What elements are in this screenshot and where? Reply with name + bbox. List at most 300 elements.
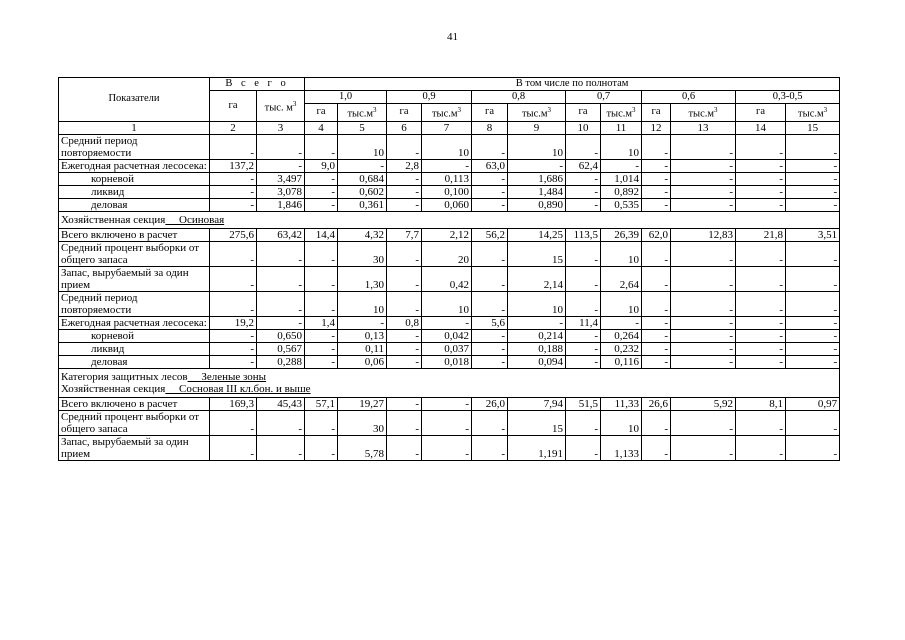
table-cell: 3,497 — [257, 172, 305, 185]
table-cell: - — [387, 266, 422, 291]
row-label: ликвид — [59, 185, 210, 198]
row-label: Запас, вырубаемый за один прием — [59, 266, 210, 291]
table-cell: - — [387, 355, 422, 368]
table-cell: - — [566, 410, 601, 435]
table-cell: - — [257, 316, 305, 329]
section-heading — [59, 368, 840, 397]
row-label: Ежегодная расчетная лесосека: — [59, 316, 210, 329]
table-cell: - — [422, 316, 472, 329]
table-cell: 5,92 — [671, 397, 736, 410]
table-cell: - — [387, 329, 422, 342]
table-cell: 0,100 — [422, 185, 472, 198]
table-cell: 169,3 — [210, 397, 257, 410]
table-cell: - — [210, 342, 257, 355]
table-cell: - — [210, 241, 257, 266]
section-line — [61, 214, 837, 226]
table-cell: - — [786, 355, 840, 368]
table-cell: - — [422, 159, 472, 172]
column-number: 7 — [422, 121, 472, 134]
table-cell: - — [566, 435, 601, 460]
column-number: 11 — [601, 121, 642, 134]
table-cell: - — [642, 291, 671, 316]
column-number: 3 — [257, 121, 305, 134]
table-cell: - — [671, 185, 736, 198]
table-cell: - — [210, 172, 257, 185]
table-row — [59, 355, 840, 368]
column-number: 12 — [642, 121, 671, 134]
table-cell: - — [671, 159, 736, 172]
table-cell: 0,264 — [601, 329, 642, 342]
table-cell: - — [736, 185, 786, 198]
header-density: 0,6 — [642, 91, 736, 104]
header-total-volume: тыс. $м^3$ — [257, 91, 305, 122]
table-row — [59, 185, 840, 198]
column-number: 1 — [59, 121, 210, 134]
header-unit-ha: га — [387, 104, 422, 122]
table-cell: - — [210, 185, 257, 198]
table-cell: - — [387, 342, 422, 355]
table-cell: - — [671, 241, 736, 266]
column-number: 6 — [387, 121, 422, 134]
table-cell: - — [305, 198, 338, 211]
table-cell: - — [786, 172, 840, 185]
column-number: 9 — [508, 121, 566, 134]
table-cell: 19,27 — [338, 397, 387, 410]
table-cell: - — [472, 241, 508, 266]
table-cell: 20 — [422, 241, 472, 266]
table-cell: - — [642, 266, 671, 291]
table-cell: - — [508, 316, 566, 329]
table-cell: 26,39 — [601, 228, 642, 241]
table-cell: 3,51 — [786, 228, 840, 241]
column-number: 5 — [338, 121, 387, 134]
row-label: деловая — [59, 198, 210, 211]
table-cell: - — [387, 410, 422, 435]
table-cell: - — [387, 198, 422, 211]
table-cell: - — [422, 397, 472, 410]
table-cell: - — [671, 198, 736, 211]
table-cell: - — [387, 241, 422, 266]
table-row — [59, 291, 840, 316]
table-row — [59, 316, 840, 329]
table-cell: - — [671, 316, 736, 329]
table-cell: - — [472, 134, 508, 159]
table-cell: - — [566, 329, 601, 342]
row-label: корневой — [59, 329, 210, 342]
table-cell: 10 — [601, 410, 642, 435]
column-number: 2 — [210, 121, 257, 134]
row-label: Ежегодная расчетная лесосека: — [59, 159, 210, 172]
table-cell: - — [736, 435, 786, 460]
table-cell: 0,214 — [508, 329, 566, 342]
table-cell: - — [786, 342, 840, 355]
table-cell: 14,25 — [508, 228, 566, 241]
section-row — [59, 368, 840, 397]
table-cell: - — [387, 435, 422, 460]
table-cell: 0,11 — [338, 342, 387, 355]
table-cell: 51,5 — [566, 397, 601, 410]
header-unit-volume: $тыс.м^3$ — [338, 104, 387, 122]
row-label: деловая — [59, 355, 210, 368]
table-cell: - — [305, 435, 338, 460]
table-cell: 26,6 — [642, 397, 671, 410]
table-cell: - — [566, 185, 601, 198]
table-cell: 0,13 — [338, 329, 387, 342]
table-cell: 1,30 — [338, 266, 387, 291]
table-cell: - — [387, 291, 422, 316]
table-cell: 4,32 — [338, 228, 387, 241]
table-cell: 0,361 — [338, 198, 387, 211]
row-label: Всего включено в расчет — [59, 397, 210, 410]
table-cell: - — [786, 316, 840, 329]
table-cell: - — [671, 355, 736, 368]
table-cell: - — [472, 410, 508, 435]
table-cell: 30 — [338, 410, 387, 435]
table-cell: 9,0 — [305, 159, 338, 172]
table-cell: - — [472, 355, 508, 368]
table-cell: - — [472, 266, 508, 291]
table-cell: 8,1 — [736, 397, 786, 410]
table-cell: - — [736, 291, 786, 316]
header-unit-ha: га — [305, 104, 338, 122]
table-cell: - — [210, 410, 257, 435]
table-cell: - — [642, 134, 671, 159]
table-cell: 1,846 — [257, 198, 305, 211]
table-cell: - — [642, 410, 671, 435]
table-cell: - — [642, 198, 671, 211]
table-cell: - — [422, 410, 472, 435]
table-cell: - — [257, 435, 305, 460]
table-cell: 0,8 — [387, 316, 422, 329]
table-cell: 0,535 — [601, 198, 642, 211]
table-cell: - — [257, 291, 305, 316]
table-cell: - — [736, 316, 786, 329]
table-cell: 0,018 — [422, 355, 472, 368]
table-cell: 63,0 — [472, 159, 508, 172]
table-cell: 26,0 — [472, 397, 508, 410]
row-label: ликвид — [59, 342, 210, 355]
table-cell: 10 — [601, 241, 642, 266]
table-cell: - — [671, 435, 736, 460]
table-cell: 0,06 — [338, 355, 387, 368]
table-row — [59, 228, 840, 241]
table-cell: 1,191 — [508, 435, 566, 460]
section-value: Сосновая III кл.бон. и выше — [179, 382, 311, 395]
table-cell: - — [642, 435, 671, 460]
table-cell: - — [305, 410, 338, 435]
table-row — [59, 397, 840, 410]
table-cell: 1,484 — [508, 185, 566, 198]
table-cell: 137,2 — [210, 159, 257, 172]
table-cell: - — [305, 342, 338, 355]
table-cell: - — [257, 134, 305, 159]
table-cell: - — [210, 198, 257, 211]
table-cell: - — [472, 342, 508, 355]
table-cell: - — [642, 355, 671, 368]
table-cell: - — [601, 159, 642, 172]
table-row — [59, 435, 840, 460]
table-cell: 0,037 — [422, 342, 472, 355]
table-cell: 113,5 — [566, 228, 601, 241]
table-cell: 0,188 — [508, 342, 566, 355]
table-cell: 3,078 — [257, 185, 305, 198]
table-cell: - — [736, 172, 786, 185]
table-row — [59, 342, 840, 355]
table-cell: - — [422, 435, 472, 460]
table-cell: - — [472, 185, 508, 198]
row-label: Средний период повторяемости — [59, 291, 210, 316]
table-cell: 7,94 — [508, 397, 566, 410]
table-cell: - — [786, 241, 840, 266]
table-cell: - — [642, 159, 671, 172]
table-cell: 10 — [601, 134, 642, 159]
section-prefix: Хозяйственная секция — [61, 382, 166, 395]
table-cell: 10 — [601, 291, 642, 316]
table-cell: 0,650 — [257, 329, 305, 342]
table-cell: - — [305, 355, 338, 368]
section-prefix: Хозяйственная секция — [61, 213, 166, 226]
table-cell: 0,892 — [601, 185, 642, 198]
table-cell: - — [671, 172, 736, 185]
table-cell: - — [601, 316, 642, 329]
row-label: Средний процент выборки от общего запаса — [59, 241, 210, 266]
table-cell: - — [210, 291, 257, 316]
table-cell: - — [786, 266, 840, 291]
table-cell: 15 — [508, 410, 566, 435]
header-unit-ha: га — [736, 104, 786, 122]
row-label: Средний процент выборки от общего запаса — [59, 410, 210, 435]
table-cell: - — [786, 329, 840, 342]
table-cell: - — [786, 134, 840, 159]
table-cell: 62,4 — [566, 159, 601, 172]
header-density: 1,0 — [305, 91, 387, 104]
column-number: 10 — [566, 121, 601, 134]
table-cell: - — [671, 134, 736, 159]
row-label: Запас, вырубаемый за один прием — [59, 435, 210, 460]
table-cell: - — [736, 266, 786, 291]
table-cell: - — [508, 159, 566, 172]
table-cell: - — [736, 134, 786, 159]
table-cell: - — [305, 172, 338, 185]
table-cell: - — [210, 134, 257, 159]
table-cell: 10 — [338, 291, 387, 316]
table-cell: - — [566, 355, 601, 368]
table-cell: - — [210, 355, 257, 368]
table-row — [59, 266, 840, 291]
table-cell: 56,2 — [472, 228, 508, 241]
table-row — [59, 329, 840, 342]
table-cell: 2,14 — [508, 266, 566, 291]
table-cell: - — [472, 198, 508, 211]
table-cell: - — [736, 355, 786, 368]
table-cell: - — [566, 342, 601, 355]
table-cell: 0,567 — [257, 342, 305, 355]
table-cell: 7,7 — [387, 228, 422, 241]
table-cell: 10 — [338, 134, 387, 159]
table-cell: - — [642, 342, 671, 355]
table-cell: - — [642, 172, 671, 185]
header-unit-ha: га — [566, 104, 601, 122]
table-row — [59, 159, 840, 172]
table-cell: - — [305, 291, 338, 316]
header-unit-ha: га — [642, 104, 671, 122]
table-cell: - — [387, 134, 422, 159]
table-row — [59, 410, 840, 435]
table-cell: - — [786, 198, 840, 211]
section-value: Осиновая — [179, 213, 225, 226]
table-cell: - — [671, 329, 736, 342]
row-label: Средний период повторяемости — [59, 134, 210, 159]
table-cell: 14,4 — [305, 228, 338, 241]
table-cell: - — [566, 172, 601, 185]
table-cell: 0,602 — [338, 185, 387, 198]
section-value: Зеленые зоны — [201, 370, 267, 383]
table-cell: - — [472, 329, 508, 342]
table-cell: 0,684 — [338, 172, 387, 185]
table-cell: - — [642, 329, 671, 342]
table-cell: 10 — [422, 291, 472, 316]
table-cell: - — [786, 291, 840, 316]
section-line — [61, 371, 837, 383]
table-cell: 1,133 — [601, 435, 642, 460]
table-cell: - — [305, 241, 338, 266]
table-cell: - — [257, 159, 305, 172]
page-number: 41 — [447, 31, 458, 43]
forest-data-table — [58, 77, 840, 461]
table-cell: 1,014 — [601, 172, 642, 185]
table-cell: - — [736, 241, 786, 266]
table-row — [59, 134, 840, 159]
table-cell: - — [305, 329, 338, 342]
table-cell: - — [387, 185, 422, 198]
column-number: 8 — [472, 121, 508, 134]
table-cell: - — [257, 241, 305, 266]
section-line — [61, 383, 837, 395]
table-cell: 11,4 — [566, 316, 601, 329]
section-row — [59, 211, 840, 228]
table-cell: - — [305, 185, 338, 198]
table-cell: 0,97 — [786, 397, 840, 410]
table-cell: 57,1 — [305, 397, 338, 410]
table-cell: - — [671, 342, 736, 355]
table-row — [59, 172, 840, 185]
table-cell: - — [472, 172, 508, 185]
table-cell: 62,0 — [642, 228, 671, 241]
table-cell: - — [210, 435, 257, 460]
table-cell: - — [338, 316, 387, 329]
column-number: 14 — [736, 121, 786, 134]
table-cell: - — [257, 410, 305, 435]
table-cell: - — [736, 159, 786, 172]
table-cell: - — [736, 342, 786, 355]
header-unit-volume: $тыс.м^3$ — [601, 104, 642, 122]
table-cell: - — [566, 266, 601, 291]
table-cell: 0,060 — [422, 198, 472, 211]
table-cell: - — [257, 266, 305, 291]
column-number: 4 — [305, 121, 338, 134]
column-number: 15 — [786, 121, 840, 134]
table-cell: - — [472, 435, 508, 460]
table-cell: 30 — [338, 241, 387, 266]
header-indicators: Показатели — [59, 78, 210, 122]
table-cell: 63,42 — [257, 228, 305, 241]
table-cell: - — [671, 266, 736, 291]
table-cell: 0,232 — [601, 342, 642, 355]
table-cell: - — [786, 185, 840, 198]
table-cell: - — [642, 185, 671, 198]
table-cell: - — [671, 291, 736, 316]
table-row — [59, 198, 840, 211]
column-number: 13 — [671, 121, 736, 134]
table-cell: - — [786, 435, 840, 460]
header-total-ha: га — [210, 91, 257, 122]
row-label: Всего включено в расчет — [59, 228, 210, 241]
table-cell: 1,686 — [508, 172, 566, 185]
table-cell: - — [671, 410, 736, 435]
header-density: 0,3-0,5 — [736, 91, 840, 104]
table-cell: 1,4 — [305, 316, 338, 329]
table-cell: - — [338, 159, 387, 172]
table-cell: 45,43 — [257, 397, 305, 410]
table-cell: 10 — [508, 134, 566, 159]
table-cell: - — [642, 241, 671, 266]
table-cell: 0,890 — [508, 198, 566, 211]
header-including-by-density: В том числе по полнотам — [305, 78, 840, 91]
table-cell: 19,2 — [210, 316, 257, 329]
table-cell: - — [305, 134, 338, 159]
table-cell: 0,42 — [422, 266, 472, 291]
row-label: корневой — [59, 172, 210, 185]
header-total: В с е г о — [210, 78, 305, 91]
table-cell: - — [566, 134, 601, 159]
table-cell: - — [786, 159, 840, 172]
table-cell: - — [305, 266, 338, 291]
header-density: 0,7 — [566, 91, 642, 104]
table-cell: - — [210, 266, 257, 291]
table-cell: 2,64 — [601, 266, 642, 291]
table-cell: 2,12 — [422, 228, 472, 241]
table-cell: - — [566, 291, 601, 316]
section-heading — [59, 211, 840, 228]
table-cell: 2,8 — [387, 159, 422, 172]
table-cell: - — [642, 316, 671, 329]
header-unit-volume: $тыс.м^3$ — [422, 104, 472, 122]
table-cell: 12,83 — [671, 228, 736, 241]
table-cell: - — [387, 172, 422, 185]
table-cell: 0,288 — [257, 355, 305, 368]
table-cell: 5,6 — [472, 316, 508, 329]
header-unit-volume: $тыс.м^3$ — [671, 104, 736, 122]
table-cell: 11,33 — [601, 397, 642, 410]
table-row — [59, 241, 840, 266]
table-cell: - — [387, 397, 422, 410]
header-density: 0,9 — [387, 91, 472, 104]
table-cell: - — [786, 410, 840, 435]
table-cell: 10 — [508, 291, 566, 316]
table-cell: - — [566, 241, 601, 266]
table-cell: - — [566, 198, 601, 211]
header-unit-volume: $тыс.м^3$ — [508, 104, 566, 122]
table-cell: 275,6 — [210, 228, 257, 241]
table-cell: 0,116 — [601, 355, 642, 368]
table-cell: - — [736, 410, 786, 435]
header-density: 0,8 — [472, 91, 566, 104]
table-cell: 0,042 — [422, 329, 472, 342]
table-cell: 15 — [508, 241, 566, 266]
table-cell: - — [472, 291, 508, 316]
table-cell: 21,8 — [736, 228, 786, 241]
table-cell: - — [736, 198, 786, 211]
